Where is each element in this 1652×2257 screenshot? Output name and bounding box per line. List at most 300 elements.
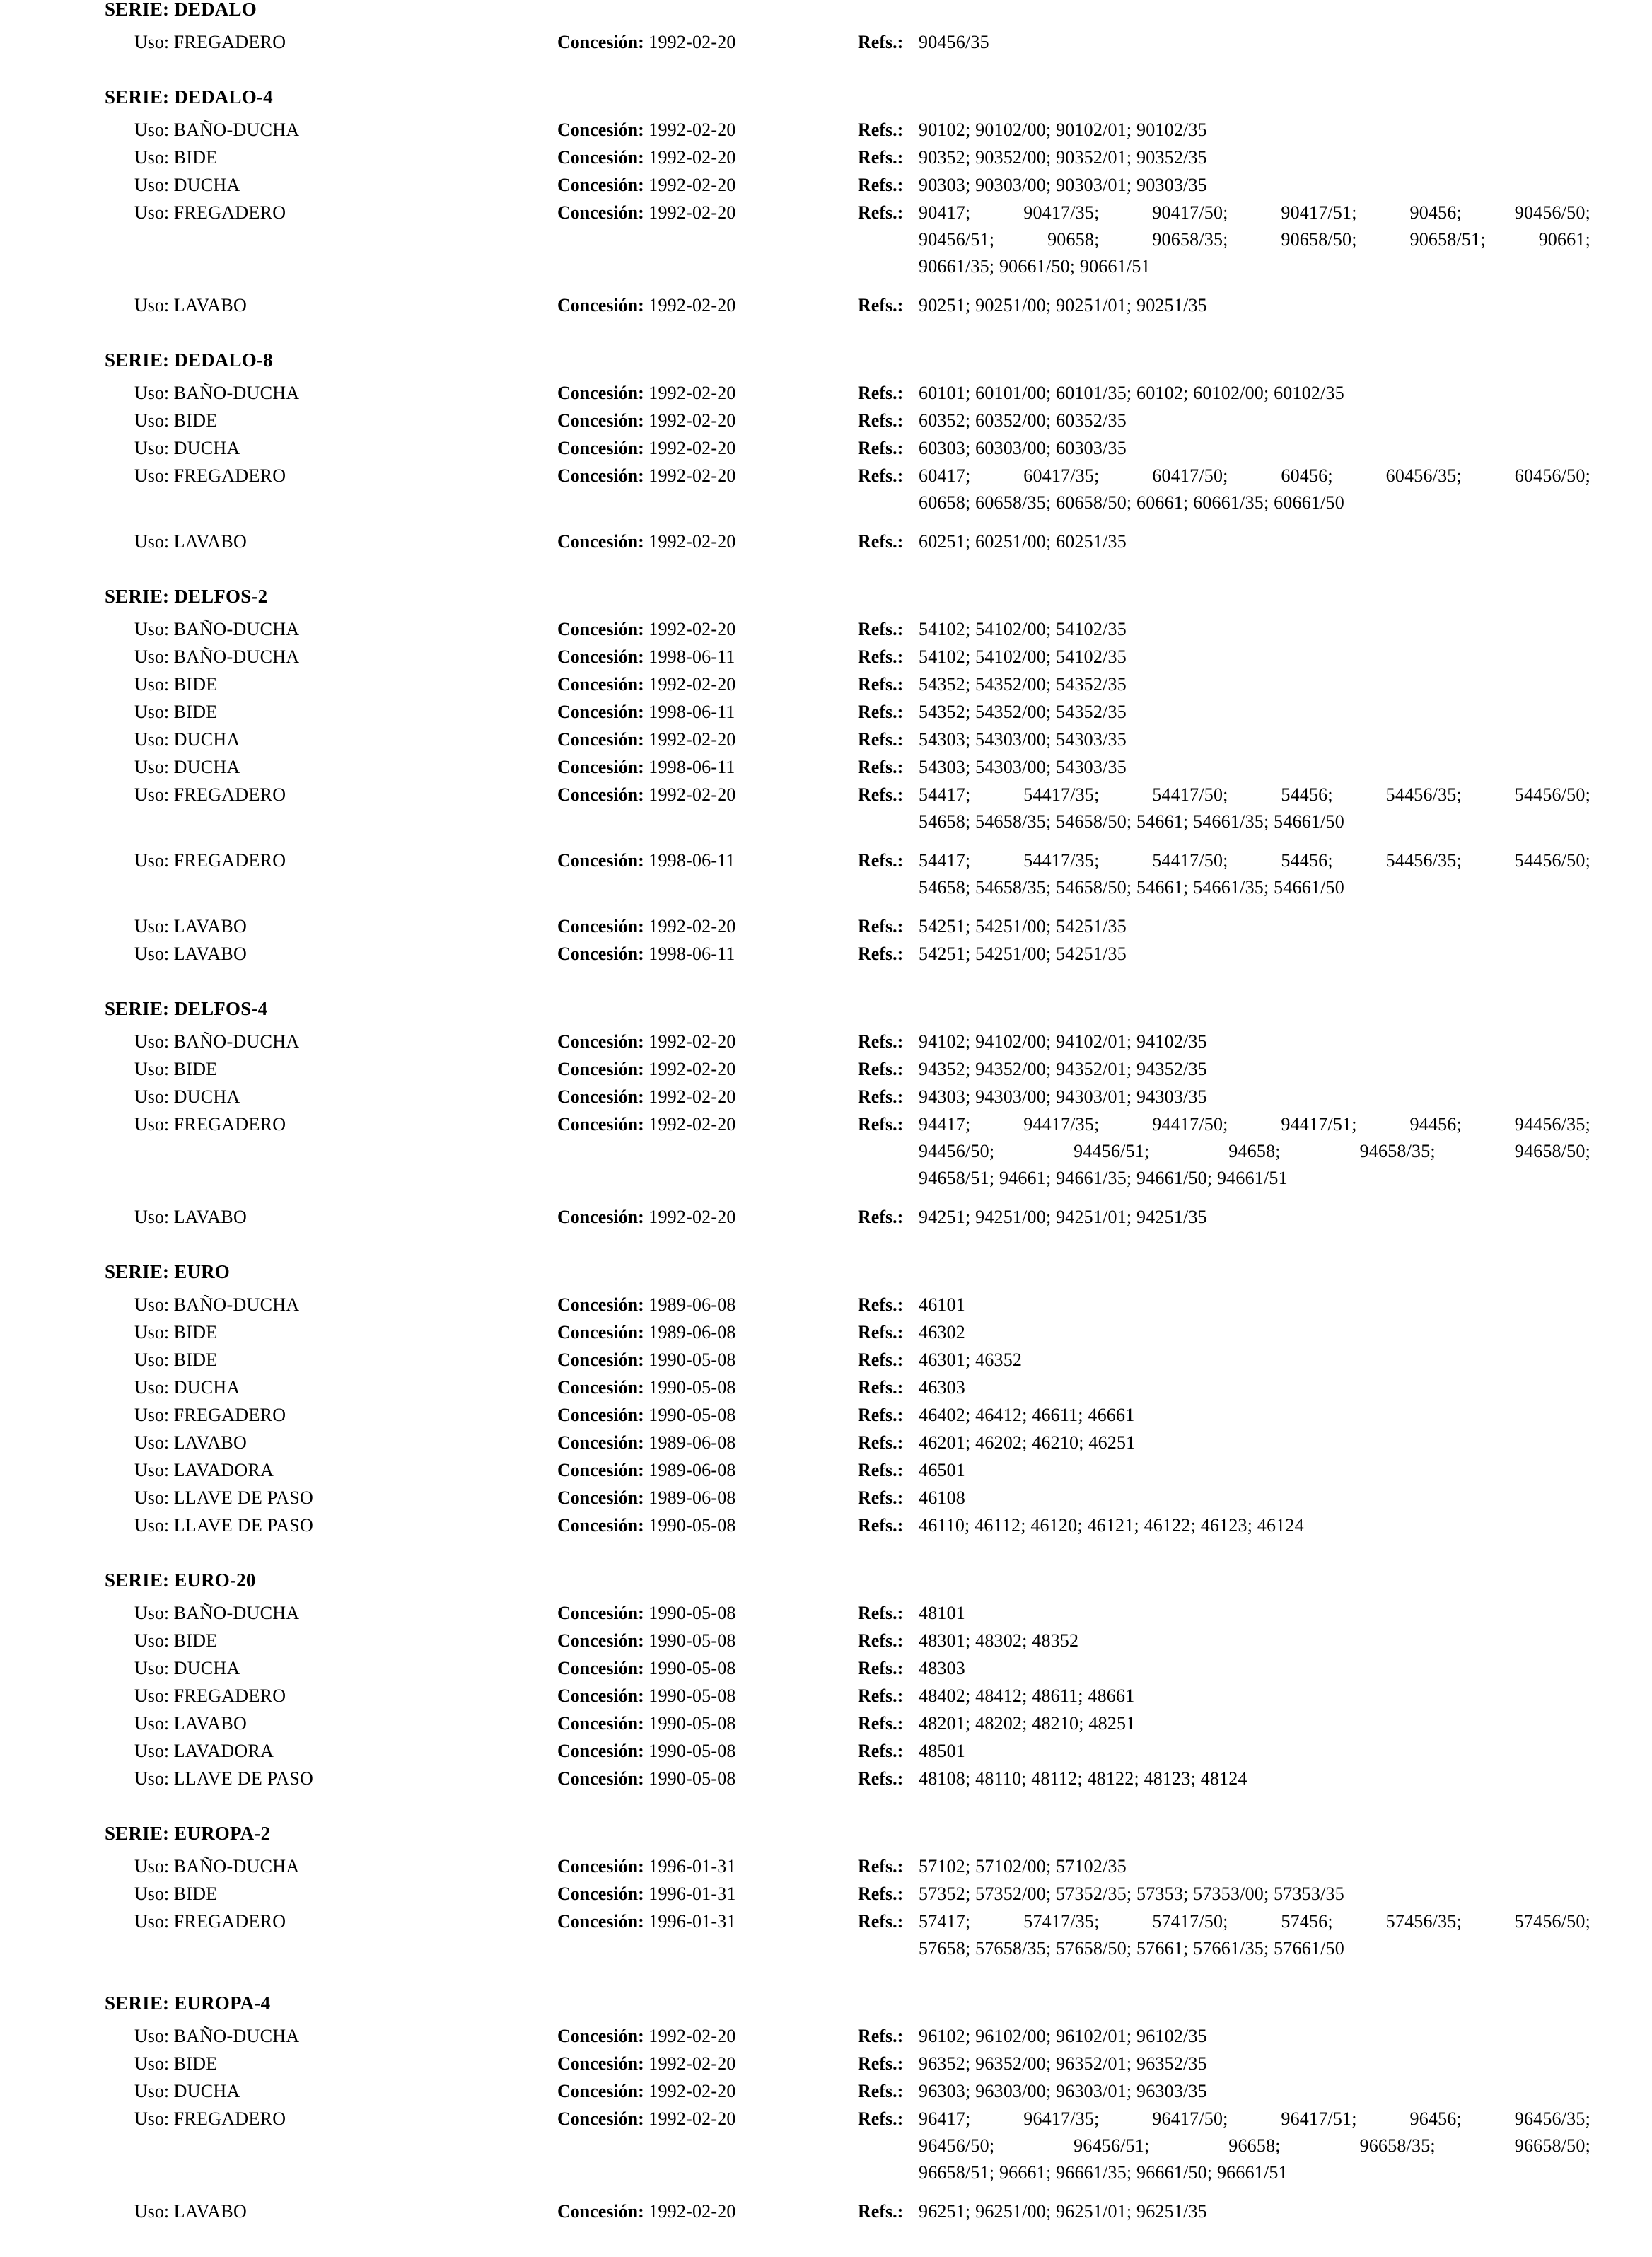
concesion-cell — [557, 407, 858, 434]
concesion-date: 1990-05-08 — [648, 1768, 736, 1789]
concesion-label: Concesión: — [557, 1630, 644, 1651]
refs-list — [919, 172, 1652, 199]
series-entry — [134, 726, 1652, 754]
refs-line: 90456/35 — [919, 32, 989, 52]
refs-list — [919, 1765, 1652, 1792]
uso-cell — [134, 1710, 557, 1737]
refs-cell — [858, 1292, 1652, 1318]
refs-label: Refs.: — [858, 784, 904, 805]
refs-cell — [858, 1084, 1652, 1110]
series-entry — [134, 1204, 1652, 1231]
series-entry — [134, 292, 1652, 320]
refs-line: 54251; 54251/00; 54251/35 — [919, 916, 1127, 936]
series-title — [105, 88, 1652, 107]
uso-cell — [134, 1319, 557, 1346]
concesion-cell — [557, 1881, 858, 1908]
series-block — [0, 1571, 1652, 1793]
uso-cell — [134, 528, 557, 555]
concesion-date: 1992-02-20 — [648, 1031, 736, 1052]
concesion-date: 1996-01-31 — [648, 1856, 736, 1876]
refs-label: Refs.: — [858, 2026, 904, 2046]
refs-list — [919, 699, 1652, 726]
concesion-label: Concesión: — [557, 646, 644, 667]
series-entry — [134, 1655, 1652, 1683]
concesion-date: 1990-05-08 — [648, 1603, 736, 1623]
refs-list — [919, 1512, 1652, 1539]
concesion-cell — [557, 1738, 858, 1765]
uso-label: Uso: — [134, 1294, 170, 1315]
refs-list — [919, 1710, 1652, 1737]
series-name: DELFOS-4 — [174, 998, 268, 1019]
uso-cell — [134, 1402, 557, 1429]
concesion-label: Concesión: — [557, 2026, 644, 2046]
uso-label: Uso: — [134, 1856, 170, 1876]
uso-label: Uso: — [134, 784, 170, 805]
uso-cell — [134, 2050, 557, 2077]
series-name: DEDALO-8 — [174, 349, 273, 371]
series-entry — [134, 2050, 1652, 2078]
uso-label: Uso: — [134, 465, 170, 486]
refs-cell — [858, 1710, 1652, 1737]
concesion-cell — [557, 528, 858, 555]
uso-cell — [134, 1111, 557, 1138]
concesion-cell — [557, 2078, 858, 2105]
refs-cell — [858, 616, 1652, 643]
refs-line: 54102; 54102/00; 54102/35 — [919, 646, 1127, 667]
refs-line: 90303; 90303/00; 90303/01; 90303/35 — [919, 175, 1207, 195]
uso-value: DUCHA — [173, 175, 240, 195]
series-title — [105, 0, 1652, 19]
uso-label: Uso: — [134, 1713, 170, 1734]
uso-label: Uso: — [134, 944, 170, 964]
refs-cell — [858, 117, 1652, 144]
refs-cell — [858, 782, 1652, 835]
series-label: SERIE: — [105, 0, 170, 20]
uso-value: LAVABO — [173, 1432, 248, 1453]
refs-list — [919, 782, 1652, 835]
uso-cell — [134, 435, 557, 462]
uso-label: Uso: — [134, 674, 170, 695]
concesion-cell — [557, 782, 858, 808]
refs-label: Refs.: — [858, 2053, 904, 2074]
concesion-cell — [557, 1084, 858, 1110]
concesion-cell — [557, 699, 858, 726]
concesion-cell — [557, 2050, 858, 2077]
series-name: EUROPA-4 — [174, 1992, 271, 2014]
concesion-label: Concesión: — [557, 438, 644, 458]
concesion-label: Concesión: — [557, 729, 644, 750]
refs-label: Refs.: — [858, 1086, 904, 1107]
refs-line: 54352; 54352/00; 54352/35 — [919, 702, 1127, 722]
refs-label: Refs.: — [858, 175, 904, 195]
refs-label: Refs.: — [858, 1487, 904, 1508]
refs-list — [919, 1908, 1652, 1962]
concesion-cell — [557, 1710, 858, 1737]
series-block — [0, 999, 1652, 1231]
uso-cell — [134, 144, 557, 171]
refs-line: 57102; 57102/00; 57102/35 — [919, 1856, 1127, 1876]
uso-label: Uso: — [134, 175, 170, 195]
series-entry — [134, 435, 1652, 463]
uso-label: Uso: — [134, 729, 170, 750]
uso-cell — [134, 1738, 557, 1765]
concesion-cell — [557, 29, 858, 56]
series-title — [105, 587, 1652, 606]
concesion-label: Concesión: — [557, 2108, 644, 2129]
uso-cell — [134, 1429, 557, 1456]
uso-cell — [134, 782, 557, 808]
uso-value: DUCHA — [173, 2081, 240, 2101]
series-title — [105, 1571, 1652, 1590]
refs-line: 57352; 57352/00; 57352/35; 57353; 57353/00; 57353/35 — [919, 1884, 1344, 1904]
concesion-label: Concesión: — [557, 784, 644, 805]
uso-value: LAVADORA — [173, 1741, 274, 1761]
concesion-label: Concesión: — [557, 1377, 644, 1398]
uso-value: LAVABO — [173, 2201, 248, 2222]
refs-list — [919, 292, 1652, 319]
refs-label: Refs.: — [858, 757, 904, 777]
refs-line: 94352; 94352/00; 94352/01; 94352/35 — [919, 1059, 1207, 1079]
uso-cell — [134, 726, 557, 753]
refs-label: Refs.: — [858, 1686, 904, 1706]
concesion-label: Concesión: — [557, 2201, 644, 2222]
series-entry — [134, 1683, 1652, 1710]
concesion-cell — [557, 1374, 858, 1401]
concesion-cell — [557, 435, 858, 462]
refs-list — [919, 941, 1652, 968]
refs-list — [919, 1319, 1652, 1346]
uso-label: Uso: — [134, 1377, 170, 1398]
refs-cell — [858, 1600, 1652, 1627]
uso-cell — [134, 172, 557, 199]
concesion-cell — [557, 1429, 858, 1456]
concesion-date: 1990-05-08 — [648, 1377, 736, 1398]
uso-label: Uso: — [134, 1086, 170, 1107]
refs-label: Refs.: — [858, 1294, 904, 1315]
uso-cell — [134, 2078, 557, 2105]
concesion-label: Concesión: — [557, 944, 644, 964]
refs-cell — [858, 1512, 1652, 1539]
uso-cell — [134, 1292, 557, 1318]
refs-line: 90456/51; 90658; 90658/35; 90658/50; 90658/51; 90661; — [919, 229, 1590, 250]
concesion-label: Concesión: — [557, 1114, 644, 1135]
uso-label: Uso: — [134, 531, 170, 552]
concesion-date: 1992-02-20 — [648, 120, 736, 140]
uso-value: BAÑO-DUCHA — [173, 120, 300, 140]
refs-line: 94303; 94303/00; 94303/01; 94303/35 — [919, 1086, 1207, 1107]
concesion-cell — [557, 1204, 858, 1231]
series-name: EURO-20 — [174, 1570, 256, 1591]
refs-line: 94658/51; 94661; 94661/35; 94661/50; 94661/51 — [919, 1168, 1288, 1188]
refs-cell — [858, 1204, 1652, 1231]
series-label: SERIE: — [105, 1992, 170, 2014]
uso-value: FREGADERO — [173, 1405, 286, 1425]
refs-line: 96417; 96417/35; 96417/50; 96417/51; 96456; 96456/35; — [919, 2108, 1590, 2129]
series-entry — [134, 699, 1652, 726]
uso-value: LLAVE DE PASO — [173, 1487, 314, 1508]
refs-line: 54658; 54658/35; 54658/50; 54661; 54661/35; 54661/50 — [919, 877, 1344, 898]
uso-cell — [134, 754, 557, 781]
series-name: DEDALO — [174, 0, 257, 20]
refs-cell — [858, 435, 1652, 462]
refs-line: 94102; 94102/00; 94102/01; 94102/35 — [919, 1031, 1207, 1052]
entry-spacer — [134, 1192, 1652, 1203]
series-entry — [134, 1111, 1652, 1204]
refs-cell — [858, 199, 1652, 280]
uso-value: BAÑO-DUCHA — [173, 619, 300, 639]
uso-value: BIDE — [173, 1350, 218, 1370]
series-entry — [134, 1056, 1652, 1084]
concesion-date: 1998-06-11 — [648, 646, 735, 667]
refs-list — [919, 1600, 1652, 1627]
series-entry — [134, 1738, 1652, 1765]
uso-value: FREGADERO — [173, 32, 286, 52]
concesion-date: 1992-02-20 — [648, 2026, 736, 2046]
uso-value: FREGADERO — [173, 465, 286, 486]
uso-value: LAVADORA — [173, 1460, 274, 1480]
refs-line: 48402; 48412; 48611; 48661 — [919, 1686, 1135, 1706]
refs-cell — [858, 172, 1652, 199]
refs-label: Refs.: — [858, 2108, 904, 2129]
series-entry — [134, 407, 1652, 435]
concesion-date: 1998-06-11 — [648, 944, 735, 964]
uso-label: Uso: — [134, 1460, 170, 1480]
refs-list — [919, 435, 1652, 462]
concesion-cell — [557, 1683, 858, 1710]
uso-cell — [134, 1204, 557, 1231]
refs-line: 90102; 90102/00; 90102/01; 90102/35 — [919, 120, 1207, 140]
concesion-label: Concesión: — [557, 674, 644, 695]
refs-line: 46101 — [919, 1294, 965, 1315]
uso-value: BIDE — [173, 702, 218, 722]
concesion-date: 1992-02-20 — [648, 410, 736, 431]
refs-line: 90661/35; 90661/50; 90661/51 — [919, 256, 1151, 277]
uso-cell — [134, 913, 557, 940]
refs-cell — [858, 1374, 1652, 1401]
refs-list — [919, 1374, 1652, 1401]
concesion-date: 1990-05-08 — [648, 1658, 736, 1678]
concesion-label: Concesión: — [557, 1294, 644, 1315]
refs-list — [919, 1084, 1652, 1110]
uso-cell — [134, 29, 557, 56]
series-label: SERIE: — [105, 998, 170, 1019]
uso-label: Uso: — [134, 702, 170, 722]
concesion-cell — [557, 1111, 858, 1138]
concesion-date: 1992-02-20 — [648, 2053, 736, 2074]
series-label: SERIE: — [105, 1261, 170, 1282]
uso-label: Uso: — [134, 1350, 170, 1370]
concesion-label: Concesión: — [557, 1741, 644, 1761]
concesion-date: 1992-02-20 — [648, 32, 736, 52]
concesion-label: Concesión: — [557, 1086, 644, 1107]
refs-list — [919, 1457, 1652, 1484]
refs-label: Refs.: — [858, 1322, 904, 1342]
series-block — [0, 1263, 1652, 1540]
concesion-date: 1992-02-20 — [648, 2108, 736, 2129]
concesion-cell — [557, 1028, 858, 1055]
refs-line: 96303; 96303/00; 96303/01; 96303/35 — [919, 2081, 1207, 2101]
series-entry — [134, 1402, 1652, 1429]
concesion-cell — [557, 2106, 858, 2133]
refs-label: Refs.: — [858, 1031, 904, 1052]
series-name: DELFOS-2 — [174, 586, 268, 607]
refs-list — [919, 1111, 1652, 1192]
concesion-cell — [557, 754, 858, 781]
concesion-cell — [557, 726, 858, 753]
refs-list — [919, 644, 1652, 671]
uso-label: Uso: — [134, 295, 170, 315]
entry-spacer — [134, 2186, 1652, 2198]
concesion-date: 1992-02-20 — [648, 729, 736, 750]
uso-value: BAÑO-DUCHA — [173, 1031, 300, 1052]
refs-line: 46303 — [919, 1377, 965, 1398]
uso-value: DUCHA — [173, 438, 240, 458]
concesion-label: Concesión: — [557, 1031, 644, 1052]
refs-cell — [858, 1485, 1652, 1512]
concesion-cell — [557, 1319, 858, 1346]
refs-line: 54352; 54352/00; 54352/35 — [919, 674, 1127, 695]
series-entry — [134, 644, 1652, 671]
uso-label: Uso: — [134, 619, 170, 639]
concesion-label: Concesión: — [557, 1487, 644, 1508]
refs-cell — [858, 407, 1652, 434]
refs-label: Refs.: — [858, 1350, 904, 1370]
series-entry — [134, 1628, 1652, 1655]
refs-line: 46301; 46352 — [919, 1350, 1023, 1370]
series-entry — [134, 380, 1652, 407]
uso-cell — [134, 117, 557, 144]
refs-cell — [858, 463, 1652, 516]
uso-cell — [134, 199, 557, 226]
uso-label: Uso: — [134, 1031, 170, 1052]
refs-label: Refs.: — [858, 2081, 904, 2101]
uso-cell — [134, 1028, 557, 1055]
uso-cell — [134, 1765, 557, 1792]
uso-cell — [134, 463, 557, 489]
concesion-date: 1992-02-20 — [648, 147, 736, 168]
uso-label: Uso: — [134, 1322, 170, 1342]
uso-cell — [134, 644, 557, 671]
uso-cell — [134, 380, 557, 407]
refs-label: Refs.: — [858, 1741, 904, 1761]
refs-cell — [858, 644, 1652, 671]
uso-cell — [134, 1853, 557, 1880]
refs-label: Refs.: — [858, 383, 904, 403]
concesion-date: 1992-02-20 — [648, 619, 736, 639]
series-entry — [134, 1319, 1652, 1347]
uso-label: Uso: — [134, 410, 170, 431]
uso-label: Uso: — [134, 2081, 170, 2101]
refs-cell — [858, 726, 1652, 753]
concesion-cell — [557, 1347, 858, 1374]
refs-cell — [858, 2198, 1652, 2225]
uso-value: FREGADERO — [173, 784, 286, 805]
concesion-date: 1989-06-08 — [648, 1294, 736, 1315]
uso-value: LAVABO — [173, 944, 248, 964]
refs-line: 48301; 48302; 48352 — [919, 1630, 1079, 1651]
uso-value: FREGADERO — [173, 1686, 286, 1706]
refs-label: Refs.: — [858, 438, 904, 458]
uso-value: LAVABO — [173, 1207, 248, 1227]
concesion-date: 1998-06-11 — [648, 702, 735, 722]
series-block — [0, 0, 1652, 57]
concesion-label: Concesión: — [557, 147, 644, 168]
concesion-cell — [557, 1512, 858, 1539]
concesion-date: 1990-05-08 — [648, 1350, 736, 1370]
uso-value: DUCHA — [173, 1377, 240, 1398]
refs-label: Refs.: — [858, 1630, 904, 1651]
refs-label: Refs.: — [858, 850, 904, 871]
refs-label: Refs.: — [858, 1059, 904, 1079]
refs-label: Refs.: — [858, 1377, 904, 1398]
concesion-label: Concesión: — [557, 2053, 644, 2074]
refs-line: 57417; 57417/35; 57417/50; 57456; 57456/35; 57456/50; — [919, 1911, 1590, 1932]
concesion-label: Concesión: — [557, 383, 644, 403]
refs-list — [919, 2023, 1652, 2050]
series-entry — [134, 941, 1652, 968]
refs-cell — [858, 2106, 1652, 2186]
series-entry — [134, 2078, 1652, 2106]
refs-label: Refs.: — [858, 410, 904, 431]
uso-label: Uso: — [134, 1487, 170, 1508]
refs-list — [919, 1683, 1652, 1710]
uso-value: BAÑO-DUCHA — [173, 1856, 300, 1876]
series-label: SERIE: — [105, 86, 170, 108]
series-entry — [134, 913, 1652, 941]
concesion-label: Concesión: — [557, 1856, 644, 1876]
refs-list — [919, 1738, 1652, 1765]
concesion-date: 1992-02-20 — [648, 175, 736, 195]
series-label: SERIE: — [105, 1823, 170, 1844]
uso-value: BIDE — [173, 2053, 218, 2074]
uso-value: LAVABO — [173, 916, 248, 936]
concesion-label: Concesión: — [557, 1432, 644, 1453]
refs-list — [919, 616, 1652, 643]
uso-cell — [134, 1084, 557, 1110]
uso-value: BAÑO-DUCHA — [173, 1603, 300, 1623]
refs-cell — [858, 941, 1652, 968]
refs-cell — [858, 1028, 1652, 1055]
uso-cell — [134, 1485, 557, 1512]
concesion-date: 1990-05-08 — [648, 1741, 736, 1761]
concesion-label: Concesión: — [557, 1350, 644, 1370]
refs-line: 48101 — [919, 1603, 965, 1623]
refs-line: 46110; 46112; 46120; 46121; 46122; 46123; 46124 — [919, 1515, 1304, 1536]
refs-list — [919, 1485, 1652, 1512]
concesion-cell — [557, 1292, 858, 1318]
concesion-date: 1992-02-20 — [648, 202, 736, 223]
uso-cell — [134, 292, 557, 319]
concesion-label: Concesión: — [557, 1460, 644, 1480]
refs-line: 46201; 46202; 46210; 46251 — [919, 1432, 1136, 1453]
series-entry — [134, 754, 1652, 782]
refs-label: Refs.: — [858, 674, 904, 695]
concesion-date: 1990-05-08 — [648, 1713, 736, 1734]
concesion-cell — [557, 463, 858, 489]
refs-line: 54417; 54417/35; 54417/50; 54456; 54456/35; 54456/50; — [919, 850, 1590, 871]
concesion-date: 1992-02-20 — [648, 2081, 736, 2101]
uso-label: Uso: — [134, 2201, 170, 2222]
concesion-cell — [557, 913, 858, 940]
series-block — [0, 1824, 1652, 1963]
uso-cell — [134, 941, 557, 968]
concesion-label: Concesión: — [557, 1207, 644, 1227]
refs-line: 90352; 90352/00; 90352/01; 90352/35 — [919, 147, 1207, 168]
refs-line: 94251; 94251/00; 94251/01; 94251/35 — [919, 1207, 1207, 1227]
refs-cell — [858, 913, 1652, 940]
refs-line: 96102; 96102/00; 96102/01; 96102/35 — [919, 2026, 1207, 2046]
concesion-cell — [557, 1628, 858, 1654]
